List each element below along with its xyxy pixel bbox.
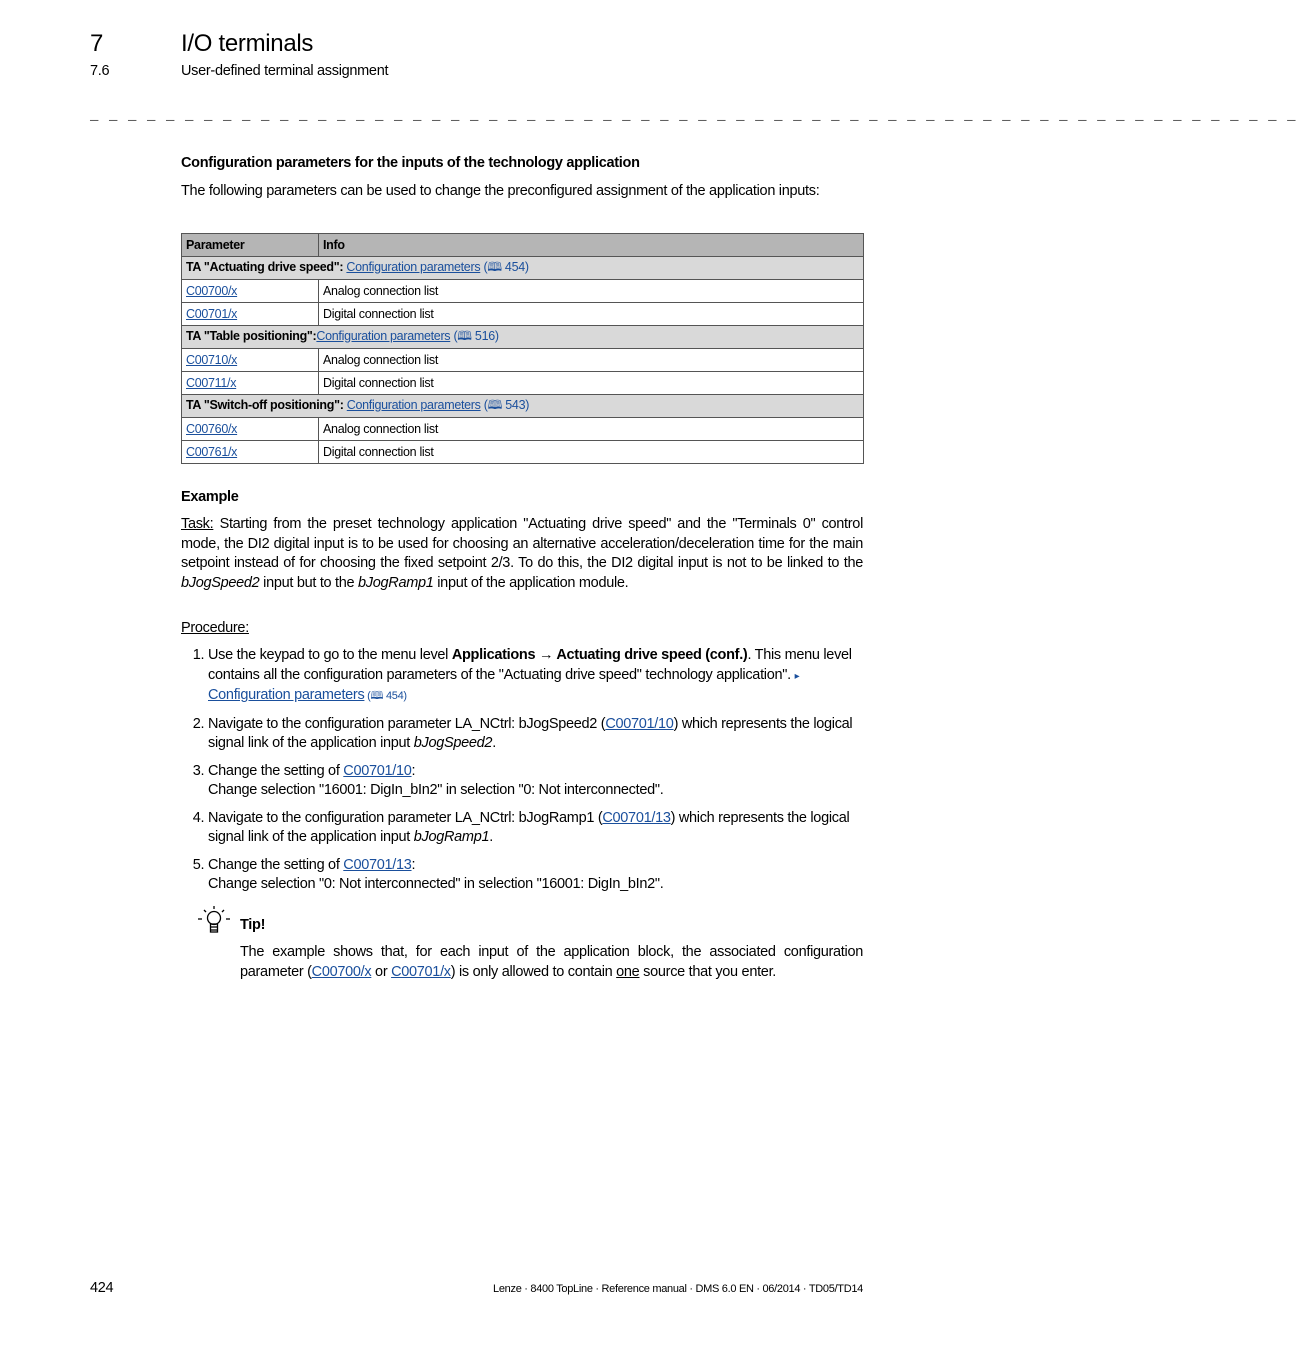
info-cell: Analog connection list bbox=[319, 418, 864, 441]
procedure-step bbox=[208, 762, 863, 801]
task-label: Task: bbox=[181, 516, 214, 532]
page-ref[interactable]: (🕮 543) bbox=[480, 397, 530, 412]
tip-text-part: ) is only allowed to contain bbox=[450, 963, 617, 980]
group-row bbox=[182, 326, 864, 349]
param-cell bbox=[182, 418, 319, 441]
page-ref[interactable]: (🕮 516) bbox=[450, 328, 499, 343]
section-heading: Configuration parameters for the inputs of the technology application bbox=[181, 155, 640, 171]
group-row bbox=[182, 257, 864, 280]
signal-name: bJogSpeed2 bbox=[181, 574, 260, 591]
procedure-list bbox=[181, 646, 863, 903]
procedure-label-text: Procedure: bbox=[181, 620, 249, 636]
table-row bbox=[182, 280, 864, 303]
info-cell: Digital connection list bbox=[319, 441, 864, 464]
config-params-link[interactable]: Configuration parameters bbox=[316, 328, 451, 343]
param-link[interactable]: C00760/x bbox=[186, 422, 238, 436]
step-text: . bbox=[489, 829, 493, 845]
section-number: 7.6 bbox=[90, 63, 110, 79]
step-text: ) which represents the logical signal link of the application input bbox=[208, 715, 853, 751]
page-ref[interactable]: (🕮 454) bbox=[480, 259, 529, 274]
param-cell bbox=[182, 349, 319, 372]
tip-text-part: or bbox=[371, 963, 392, 980]
procedure-label bbox=[181, 619, 863, 639]
tip-text-part: The example shows that, for each input of the application block, the associated configuration parameter ( bbox=[240, 944, 863, 980]
step-text: Change selection "0: Not interconnected" in selection "16001: DigIn_bIn2". bbox=[208, 876, 664, 892]
param-link[interactable]: C00701/x bbox=[186, 307, 238, 321]
emphasis: one bbox=[616, 963, 640, 980]
group-cell bbox=[182, 326, 864, 349]
procedure-step bbox=[208, 809, 863, 848]
table-row bbox=[182, 441, 864, 464]
page-ref[interactable]: (🕮 454) bbox=[364, 690, 407, 702]
table-row bbox=[182, 418, 864, 441]
param-cell bbox=[182, 280, 319, 303]
param-link[interactable]: C00701/13 bbox=[343, 856, 412, 873]
link-arrow-icon: ▸ bbox=[794, 670, 800, 682]
task-paragraph bbox=[181, 515, 863, 593]
section-intro: The following parameters can be used to change the preconfigured assignment of the application inputs: bbox=[181, 183, 820, 199]
signal-name: bJogRamp1 bbox=[413, 829, 490, 845]
header-separator: _ _ _ _ _ _ _ _ _ _ _ _ _ _ _ _ _ _ _ _ _ _ _ _ _ _ _ _ _ _ _ _ _ _ _ _ _ _ _ _ _ _ _ _ _ _ _ _ _ _ _ _ _ _ _ _ _ _ _ _ _ _ _ _ bbox=[90, 108, 1297, 124]
param-cell bbox=[182, 441, 319, 464]
procedure-step bbox=[208, 856, 863, 895]
chapter-title: I/O terminals bbox=[181, 30, 314, 57]
group-label: TA "Table positioning": bbox=[186, 328, 317, 343]
tip-text-part: source that you enter. bbox=[639, 963, 777, 980]
step-text: Navigate to the configuration parameter LA_NCtrl: bJogSpeed2 ( bbox=[208, 715, 606, 732]
step-text: Use the keypad to go to the menu level bbox=[208, 647, 452, 663]
menu-path: Applications → Actuating drive speed (conf.) bbox=[451, 647, 748, 663]
table-row bbox=[182, 349, 864, 372]
step-text: : bbox=[411, 762, 416, 779]
step-text: Navigate to the configuration parameter LA_NCtrl: bJogRamp1 ( bbox=[208, 809, 603, 826]
table-row bbox=[182, 303, 864, 326]
step-text: ) which represents the logical signal link of the application input bbox=[208, 809, 850, 845]
section-title: User-defined terminal assignment bbox=[181, 63, 389, 79]
col-header-info: Info bbox=[319, 234, 864, 257]
step-text: . bbox=[492, 735, 496, 751]
config-params-link[interactable]: Configuration parameters bbox=[346, 259, 481, 274]
param-cell bbox=[182, 372, 319, 395]
param-link[interactable]: C00701/x bbox=[391, 963, 451, 980]
config-params-link[interactable]: Configuration parameters bbox=[208, 687, 365, 703]
parameter-table bbox=[181, 233, 864, 464]
task-text: input of the application module. bbox=[433, 574, 629, 591]
info-cell: Analog connection list bbox=[319, 349, 864, 372]
step-text: Change the setting of bbox=[208, 762, 344, 779]
tip-title: Tip! bbox=[240, 917, 266, 933]
tip-text bbox=[240, 943, 863, 982]
param-link[interactable]: C00701/10 bbox=[605, 715, 674, 732]
procedure-step bbox=[208, 646, 863, 707]
step-text: Change selection "16001: DigIn_bIn2" in selection "0: Not interconnected". bbox=[208, 782, 664, 798]
info-cell: Digital connection list bbox=[319, 303, 864, 326]
task-text: input but to the bbox=[259, 574, 359, 591]
page-number: 424 bbox=[90, 1280, 114, 1296]
lightbulb-icon bbox=[196, 905, 232, 939]
task-text: Starting from the preset technology application "Actuating drive speed" and the "Terminals 0" control mode, the DI2 digital input is to be used for choosing an alternative acceleration/deceleration time for the main setpoint instead of for choosing the fixed setpoint 2/3. To do this, the DI2 digital input is not to be linked to the bbox=[181, 516, 863, 571]
step-text: : bbox=[411, 856, 416, 873]
signal-name: bJogRamp1 bbox=[358, 574, 434, 591]
group-cell bbox=[182, 257, 864, 280]
procedure-step bbox=[208, 715, 863, 754]
chapter-number: 7 bbox=[90, 30, 104, 57]
step-text: . This menu level contains all the configuration parameters of the "Actuating drive speed" technology application". bbox=[208, 647, 852, 683]
footer-info: Lenze · 8400 TopLine · Reference manual · DMS 6.0 EN · 06/2014 · TD05/TD14 bbox=[493, 1283, 863, 1295]
param-link[interactable]: C00711/x bbox=[186, 376, 237, 390]
group-label: TA "Actuating drive speed": bbox=[186, 259, 347, 274]
param-link[interactable]: C00701/13 bbox=[602, 809, 671, 826]
config-params-link[interactable]: Configuration parameters bbox=[346, 397, 481, 412]
group-label: TA "Switch-off positioning": bbox=[186, 397, 347, 412]
group-row bbox=[182, 395, 864, 418]
step-text: Change the setting of bbox=[208, 856, 344, 873]
info-cell: Analog connection list bbox=[319, 280, 864, 303]
info-cell: Digital connection list bbox=[319, 372, 864, 395]
param-link[interactable]: C00700/x bbox=[311, 963, 372, 980]
group-cell bbox=[182, 395, 864, 418]
param-link[interactable]: C00701/10 bbox=[343, 762, 412, 779]
table-row bbox=[182, 372, 864, 395]
signal-name: bJogSpeed2 bbox=[413, 735, 493, 751]
param-link[interactable]: C00761/x bbox=[186, 445, 238, 459]
param-link[interactable]: C00710/x bbox=[186, 353, 238, 367]
col-header-parameter: Parameter bbox=[182, 234, 319, 257]
param-link[interactable]: C00700/x bbox=[186, 284, 238, 298]
param-cell bbox=[182, 303, 319, 326]
example-heading: Example bbox=[181, 489, 239, 505]
